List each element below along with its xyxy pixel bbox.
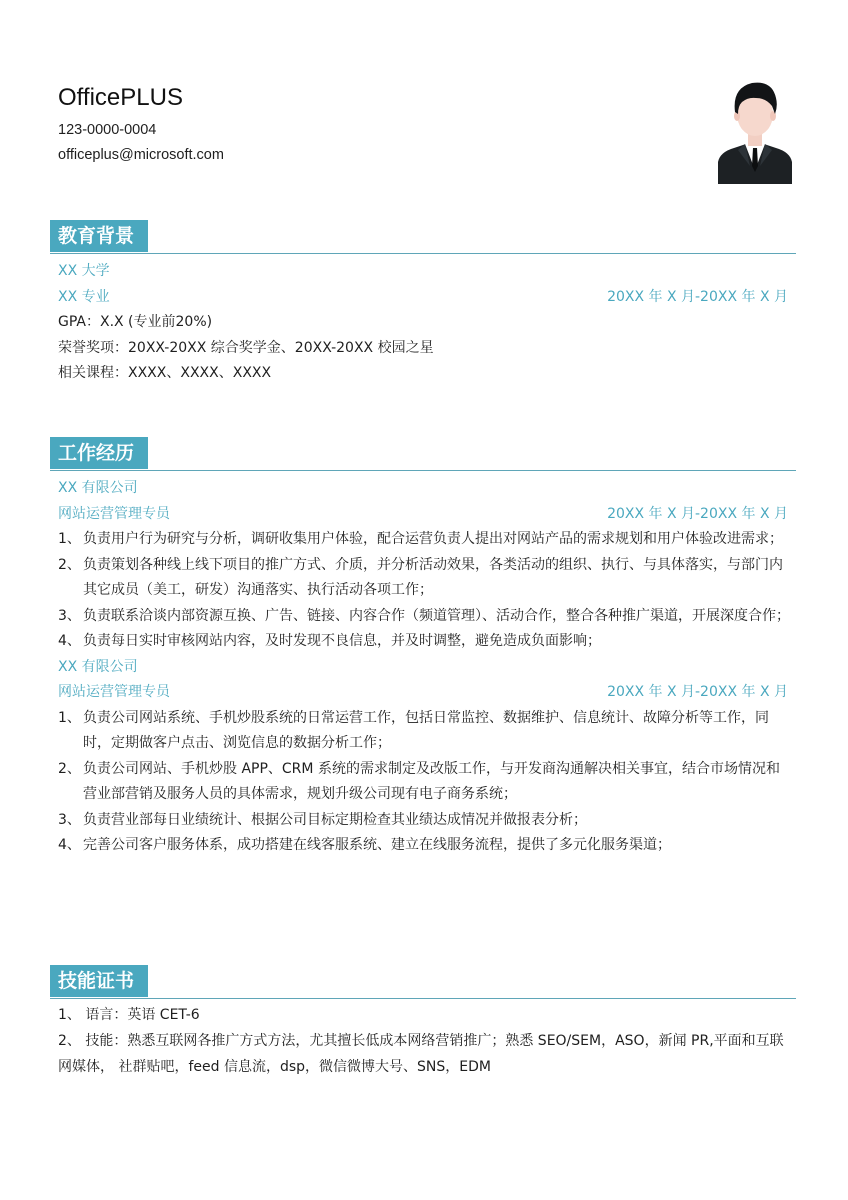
skill-line: 1、 语言：英语 CET-6: [58, 1007, 200, 1023]
education-title: 教育背景: [50, 220, 148, 252]
skill-line: 2、 技能：熟悉互联网各推广方式方法，尤其擅长低成本网络营销推广；熟悉 SEO/SEM，ASO，新闻 PR,平面和互联网媒体， 社群贴吧，feed 信息流，dsp，微信微博大号、SNS，EDM: [58, 1033, 784, 1075]
major-name: XX 专业: [58, 288, 110, 305]
work-title: 工作经历: [50, 437, 148, 469]
position-title: 网站运营管理专员: [58, 505, 170, 522]
duty-item: 3、 负责营业部每日业绩统计、根据公司目标定期检查其业绩达成情况并做报表分析；: [58, 811, 587, 828]
skills-title: 技能证书: [50, 965, 148, 997]
section-divider: [50, 470, 796, 471]
school-name: XX 大学: [58, 263, 110, 279]
avatar: [712, 78, 798, 184]
education-date: 20XX 年 X 月-20XX 年 X 月: [607, 288, 788, 305]
job-date: 20XX 年 X 月-20XX 年 X 月: [607, 684, 788, 700]
work-section: [50, 437, 796, 859]
honors: 荣誉奖项：20XX-20XX 综合奖学金、20XX-20XX 校园之星: [58, 339, 434, 356]
position-row: [50, 680, 796, 706]
phone-number: 123-0000-0004: [58, 122, 157, 138]
position-title: 网站运营管理专员: [58, 684, 170, 700]
position-row: [50, 502, 796, 528]
company-name: XX 有限公司: [58, 658, 138, 675]
duty-item: 1、 负责公司网站系统、手机炒股系统的日常运营工作，包括日常监控、数据维护、信息统计、故障分析等工作，同时，定期做客户点击、浏览信息的数据分析工作；: [58, 709, 769, 751]
courses: 相关课程：XXXX、XXXX、XXXX: [58, 365, 272, 381]
candidate-name: OfficePLUS: [58, 84, 183, 111]
duty-item: 3、 负责联系洽谈内部资源互换、广告、链接、内容合作（频道管理）、活动合作，整合各种推广渠道，开展深度合作；: [58, 607, 790, 624]
job-entry: [50, 655, 796, 859]
duty-item: 4、 完善公司客户服务体系，成功搭建在线客服系统、建立在线服务流程，提供了多元化服务渠道；: [58, 837, 671, 853]
job-date: 20XX 年 X 月-20XX 年 X 月: [607, 505, 788, 522]
skills-section: [50, 965, 796, 1080]
duty-item: 2、 负责公司网站、手机炒股 APP、CRM 系统的需求制定及改版工作，与开发商沟通解决相关事宜，结合市场情况和营业部营销及服务人员的具体需求，规划升级公司现有电子商务系统；: [58, 760, 780, 802]
section-divider: [50, 998, 796, 999]
company-name: XX 有限公司: [58, 480, 138, 496]
email-address: officeplus@microsoft.com: [58, 147, 224, 163]
major-row: [50, 285, 796, 311]
gpa: GPA：X.X (专业前20%): [58, 314, 213, 330]
duty-item: 4、 负责每日实时审核网站内容，及时发现不良信息，并及时调整，避免造成负面影响；: [58, 633, 601, 649]
job-entry: [50, 476, 796, 655]
duty-item: 2、 负责策划各种线上线下项目的推广方式、介质，并分析活动效果，各类活动的组织、执行、与具体落实，与部门内其它成员（美工，研发）沟通落实、执行活动各项工作；: [58, 556, 783, 598]
education-section: [50, 220, 796, 387]
duty-item: 1、 负责用户行为研究与分析，调研收集用户体验，配合运营负责人提出对网站产品的需求规划和用户体验改进需求；: [58, 531, 783, 547]
section-divider: [50, 253, 796, 254]
